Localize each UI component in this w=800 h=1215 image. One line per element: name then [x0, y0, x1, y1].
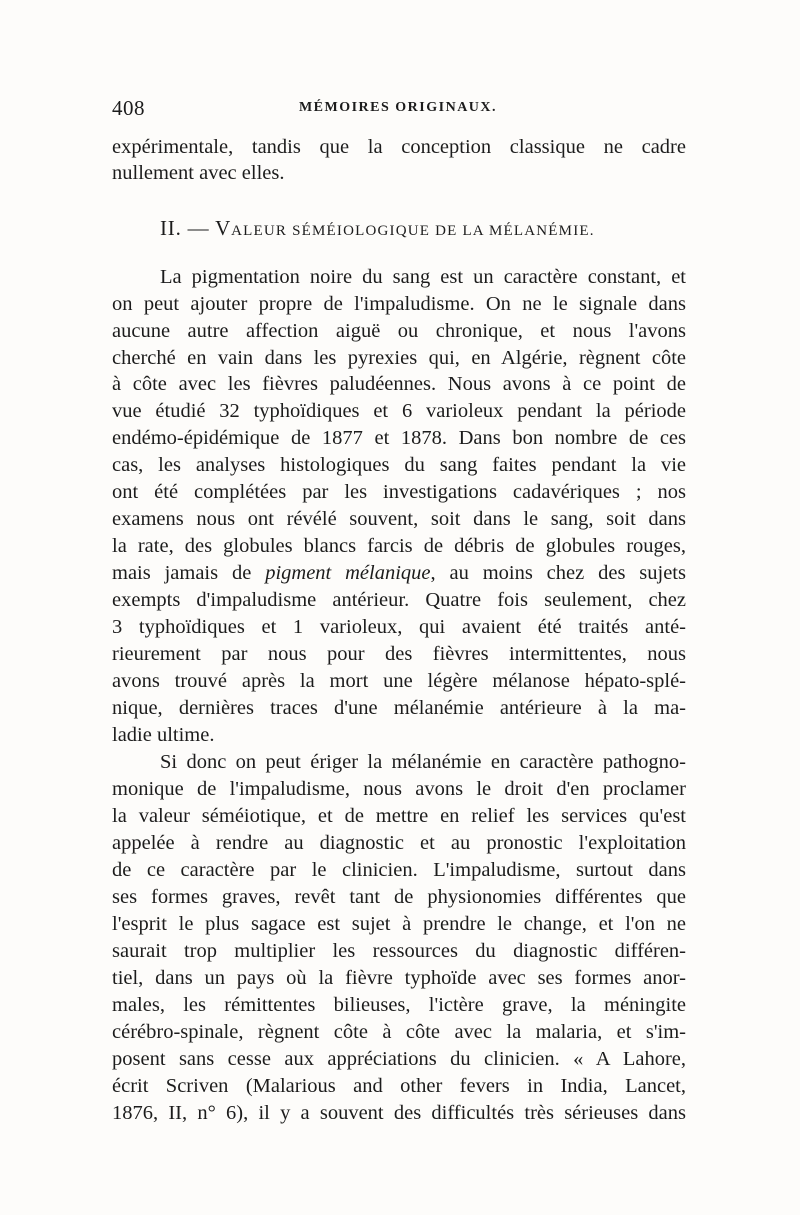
text-line: écrit Scriven (Malarious and other fevers in India, Lancet,: [112, 1075, 686, 1097]
text-line: la rate, des globules blancs farcis de débris de globules rouges,: [112, 535, 686, 557]
text-line: à côte avec les fièvres paludéennes. Nous avons à ce point de: [112, 373, 686, 395]
running-title: MÉMOIRES ORIGINAUX.: [298, 100, 498, 115]
text-line: saurait trop multiplier les ressources du diagnostic différen-: [112, 940, 686, 962]
text-line: appelée à rendre au diagnostic et au pronostic l'exploitation: [112, 832, 686, 854]
text-line: tiel, dans un pays où la fièvre typhoïde avec ses formes anor-: [112, 967, 686, 989]
text-line: nullement avec elles.: [112, 162, 285, 184]
text-line: ses formes graves, revêt tant de physionomies différentes que: [112, 886, 686, 908]
text-line: cherché en vain dans les pyrexies qui, en Algérie, règnent côte: [112, 347, 686, 369]
text-line: endémo-épidémique de 1877 et 1878. Dans bon nombre de ces: [112, 427, 686, 449]
text-segment: , au moins chez des sujets: [430, 562, 686, 584]
text-line: cas, les analyses histologiques du sang faites pendant la vie: [112, 454, 686, 476]
text-line: nique, dernières traces d'une mélanémie antérieure à la ma-: [112, 697, 686, 719]
text-line: cérébro-spinale, règnent côte à côte avec la malaria, et s'im-: [112, 1021, 686, 1043]
text-line: l'esprit le plus sagace est sujet à prendre le change, et l'on ne: [112, 913, 686, 935]
text-line: 3 typhoïdiques et 1 varioleux, qui avaient été traités anté-: [112, 616, 686, 638]
text-line: expérimentale, tandis que la conception classique ne cadre: [112, 136, 686, 158]
text-line: males, les rémittentes bilieuses, l'ictère grave, la méningite: [112, 994, 686, 1016]
text-line: vue étudié 32 typhoïdiques et 6 varioleux pendant la période: [112, 400, 686, 422]
page-number: 408: [112, 96, 145, 120]
page-header: [112, 96, 684, 124]
text-line: examens nous ont révélé souvent, soit dans le sang, soit dans: [112, 508, 686, 530]
text-line: La pigmentation noire du sang est un caractère constant, et: [160, 266, 686, 288]
text-line: la valeur séméiotique, et de mettre en relief les services qu'est: [112, 805, 686, 827]
text-line-with-italic: [112, 560, 686, 586]
section-heading: [160, 216, 595, 241]
text-line: 1876, II, n° 6), il y a souvent des difficultés très sérieuses dans: [112, 1102, 686, 1124]
italic-term: pigment mélanique: [265, 562, 431, 584]
text-line: ont été complétées par les investigations cadavériques ; nos: [112, 481, 686, 503]
section-heading-prefix: II. — V: [160, 216, 232, 240]
text-line: on peut ajouter propre de l'impaludisme. On ne le signale dans: [112, 293, 686, 315]
text-line: Si donc on peut ériger la mélanémie en caractère pathogno-: [160, 751, 686, 773]
text-segment: mais jamais de: [112, 562, 266, 584]
text-line: de ce caractère par le clinicien. L'impaludisme, surtout dans: [112, 859, 686, 881]
text-line: ladie ultime.: [112, 724, 215, 746]
text-line: monique de l'impaludisme, nous avons le droit d'en proclamer: [112, 778, 686, 800]
text-line: posent sans cesse aux appréciations du clinicien. « A Lahore,: [112, 1048, 686, 1070]
text-line: avons trouvé après la mort une légère mélanose hépato-splé-: [112, 670, 686, 692]
text-line: rieurement par nous pour des fièvres intermittentes, nous: [112, 643, 686, 665]
text-line: aucune autre affection aiguë ou chronique, et nous l'avons: [112, 320, 686, 342]
section-heading-title: ALEUR SÉMÉIOLOGIQUE DE LA MÉLANÉMIE.: [231, 223, 595, 239]
text-line: exempts d'impaludisme antérieur. Quatre fois seulement, chez: [112, 589, 686, 611]
